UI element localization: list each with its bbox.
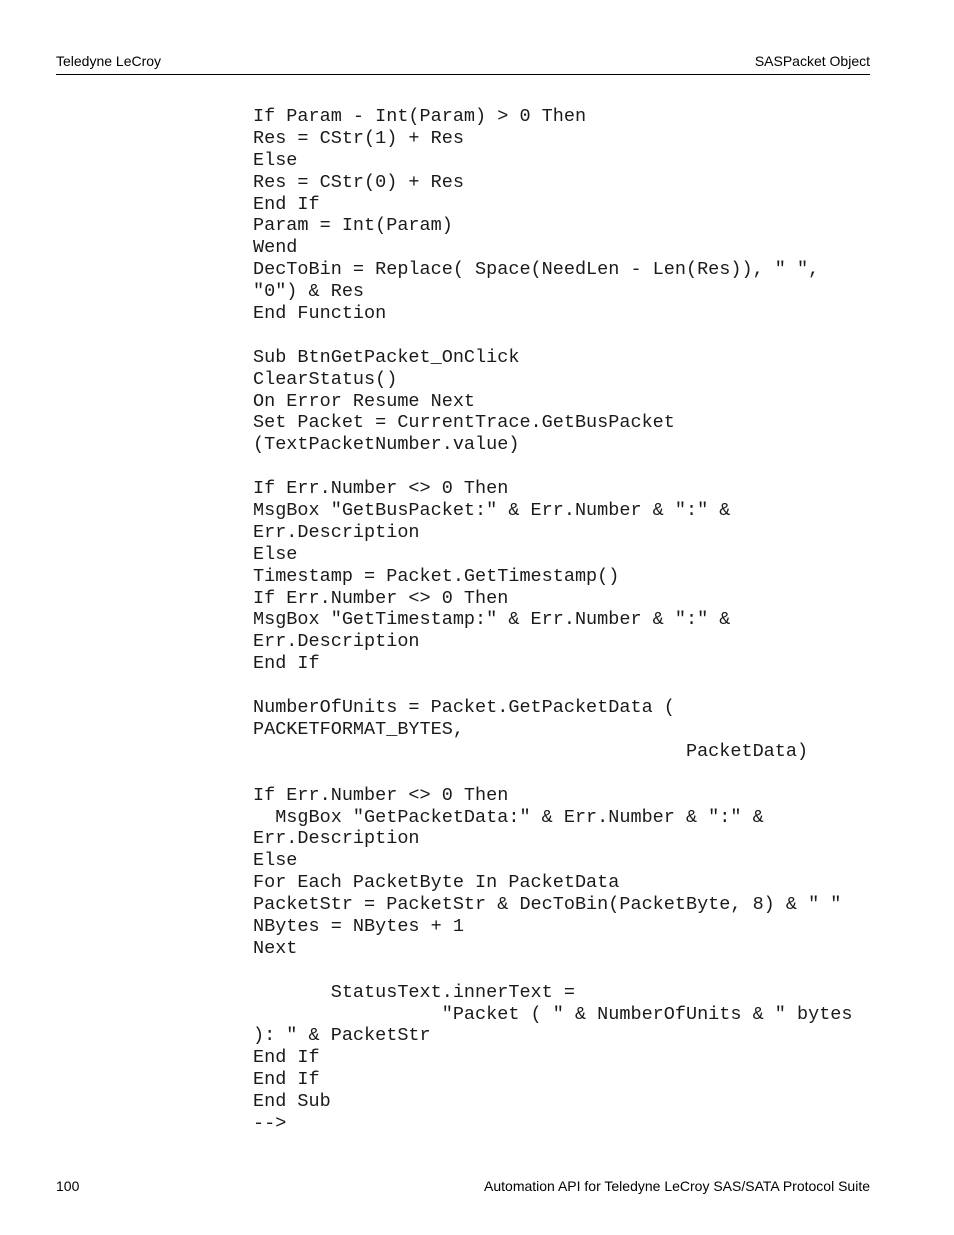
code-line: End If [253,1069,320,1091]
code-line: End If [253,1047,320,1069]
code-line: Sub BtnGetPacket_OnClick [253,346,520,368]
code-line: If Err.Number <> 0 Then [253,784,509,806]
code-line: ClearStatus() [253,368,398,390]
code-line [253,960,893,982]
code-line: End Function [253,303,387,325]
code-line: If Err.Number <> 0 Then [253,478,509,500]
code-line: NBytes = NBytes + 1 [253,915,464,937]
code-line: MsgBox "GetPacketData:" & Err.Number & ":" & [253,806,764,828]
code-line: Res = CStr(1) + Res [253,127,464,149]
code-line: Err.Description [253,828,420,850]
code-line: On Error Resume Next [253,390,476,412]
code-line: End If [253,653,320,675]
code-line: MsgBox "GetTimestamp:" & Err.Number & ":" & [253,609,731,631]
code-line [253,675,893,697]
footer-document-title: Automation API for Teledyne LeCroy SAS/SATA Protocol Suite [484,1178,870,1194]
code-line: DecToBin = Replace( Space(NeedLen - Len(Res)), " ", [253,259,820,281]
code-line: PACKETFORMAT_BYTES, [253,718,464,740]
page-number: 100 [56,1178,80,1194]
code-line: NumberOfUnits = Packet.GetPacketData ( [253,697,675,719]
code-line: End If [253,193,320,215]
code-line [253,763,893,785]
code-line: "0") & Res [253,281,365,303]
code-line: StatusText.innerText = [253,981,575,1003]
code-line: End Sub [253,1091,331,1113]
code-line: Else [253,543,298,565]
header-company: Teledyne LeCroy [56,53,162,69]
code-line: Err.Description [253,521,420,543]
page-header [56,52,870,75]
code-line: --> [253,1112,287,1134]
code-line: Set Packet = CurrentTrace.GetBusPacket [253,412,675,434]
page-footer [56,1176,870,1196]
code-line [253,325,893,347]
code-line: If Err.Number <> 0 Then [253,587,509,609]
header-section-title: SASPacket Object [754,53,870,69]
code-line: (TextPacketNumber.value) [253,434,520,456]
code-line: Timestamp = Packet.GetTimestamp() [253,565,620,587]
code-line: If Param - Int(Param) > 0 Then [253,106,587,127]
code-line: Param = Int(Param) [253,215,453,237]
code-line: Else [253,850,298,872]
code-line: For Each PacketByte In PacketData [253,872,620,894]
code-line: MsgBox "GetBusPacket:" & Err.Number & ":" & [253,500,731,522]
code-line: ): " & PacketStr [253,1025,431,1047]
code-line: PacketStr = PacketStr & DecToBin(PacketByte, 8) & " " [253,894,842,916]
code-line: Res = CStr(0) + Res [253,171,464,193]
code-line: Else [253,149,298,171]
code-line: "Packet ( " & NumberOfUnits & " bytes [253,1003,853,1025]
code-line: Wend [253,237,298,259]
code-line: Err.Description [253,631,420,653]
code-line: Next [253,937,298,959]
code-line: PacketData) [253,740,809,762]
code-line [253,456,893,478]
code-listing [253,106,893,1135]
